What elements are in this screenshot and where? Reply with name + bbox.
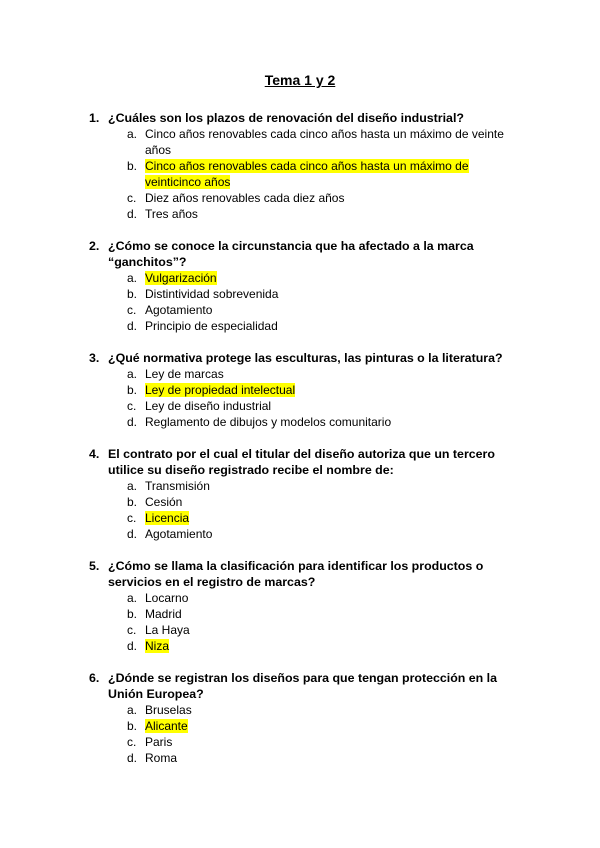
option-text-highlighted: Licencia xyxy=(145,511,190,525)
option-text: La Haya xyxy=(145,623,190,637)
option-a xyxy=(0,478,515,494)
option-letter: b. xyxy=(127,495,138,509)
question-text: ¿Cómo se conoce la circunstancia que ha afectado a la marca “ganchitos”? xyxy=(108,239,474,269)
option-d xyxy=(0,206,515,222)
option-b xyxy=(0,158,515,190)
option-d xyxy=(0,750,515,766)
option-list xyxy=(0,702,600,766)
option-text-highlighted: Vulgarización xyxy=(145,271,217,285)
question-number: 4. xyxy=(89,447,100,461)
option-text: Transmisión xyxy=(145,479,210,493)
option-b xyxy=(0,286,515,302)
option-text: Madrid xyxy=(145,607,182,621)
option-b xyxy=(0,494,515,510)
option-list xyxy=(0,478,600,542)
option-c xyxy=(0,734,515,750)
option-letter: d. xyxy=(127,751,138,765)
option-letter: d. xyxy=(127,415,138,429)
option-letter: b. xyxy=(127,719,138,733)
option-text: Bruselas xyxy=(145,703,192,717)
question-text: El contrato por el cual el titular del diseño autoriza que un tercero utilice su diseño registrado recibe el nombre de: xyxy=(108,447,495,477)
option-text-highlighted: Niza xyxy=(145,639,170,653)
option-text: Paris xyxy=(145,735,173,749)
option-text: Diez años renovables cada diez años xyxy=(145,191,345,205)
option-letter: c. xyxy=(127,623,137,637)
option-a xyxy=(0,366,515,382)
option-a xyxy=(0,590,515,606)
option-letter: c. xyxy=(127,303,137,317)
option-letter: a. xyxy=(127,479,138,493)
question-list xyxy=(0,110,600,782)
option-b xyxy=(0,606,515,622)
question-number: 5. xyxy=(89,559,100,573)
option-text: Reglamento de dibujos y modelos comunitario xyxy=(145,415,392,429)
question-1 xyxy=(0,110,600,222)
option-text-highlighted: Alicante xyxy=(145,719,188,733)
question-number: 6. xyxy=(89,671,100,685)
option-list xyxy=(0,270,600,334)
option-b xyxy=(0,718,515,734)
option-c xyxy=(0,302,515,318)
option-letter: b. xyxy=(127,607,138,621)
option-letter: d. xyxy=(127,207,138,221)
option-c xyxy=(0,510,515,526)
option-letter: a. xyxy=(127,591,138,605)
question-text: ¿Dónde se registran los diseños para que tengan protección en la Unión Europea? xyxy=(108,671,498,701)
question-2 xyxy=(0,238,600,334)
question-5 xyxy=(0,558,600,654)
option-text-highlighted: Cinco años renovables cada cinco años hasta un máximo de veinticinco años xyxy=(145,159,469,189)
option-d xyxy=(0,414,515,430)
option-letter: c. xyxy=(127,735,137,749)
option-text: Cesión xyxy=(145,495,183,509)
option-letter: c. xyxy=(127,399,137,413)
option-d xyxy=(0,638,515,654)
question-number: 3. xyxy=(89,351,100,365)
option-letter: d. xyxy=(127,319,138,333)
option-a xyxy=(0,126,515,158)
page-title: Tema 1 y 2 xyxy=(264,72,336,88)
option-text: Locarno xyxy=(145,591,189,605)
question-6 xyxy=(0,670,600,766)
option-letter: c. xyxy=(127,191,137,205)
option-letter: a. xyxy=(127,271,138,285)
option-b xyxy=(0,382,515,398)
option-list xyxy=(0,126,600,222)
question-number: 2. xyxy=(89,239,100,253)
question-text: ¿Cuáles son los plazos de renovación del diseño industrial? xyxy=(108,111,464,125)
question-4 xyxy=(0,446,600,542)
option-text-highlighted: Ley de propiedad intelectual xyxy=(145,383,296,397)
option-d xyxy=(0,318,515,334)
option-letter: b. xyxy=(127,287,138,301)
option-text: Ley de diseño industrial xyxy=(145,399,272,413)
question-number: 1. xyxy=(89,111,100,125)
question-3 xyxy=(0,350,600,430)
option-text: Agotamiento xyxy=(145,303,213,317)
option-letter: a. xyxy=(127,367,138,381)
option-text: Agotamiento xyxy=(145,527,213,541)
option-c xyxy=(0,622,515,638)
option-letter: b. xyxy=(127,159,138,173)
option-list xyxy=(0,366,600,430)
option-letter: a. xyxy=(127,127,138,141)
option-letter: b. xyxy=(127,383,138,397)
option-letter: c. xyxy=(127,511,137,525)
option-letter: d. xyxy=(127,639,138,653)
option-text: Ley de marcas xyxy=(145,367,224,381)
option-list xyxy=(0,590,600,654)
option-a xyxy=(0,702,515,718)
option-c xyxy=(0,398,515,414)
option-letter: d. xyxy=(127,527,138,541)
option-text: Roma xyxy=(145,751,178,765)
option-text: Tres años xyxy=(145,207,198,221)
option-letter: a. xyxy=(127,703,138,717)
option-text: Distintividad sobrevenida xyxy=(145,287,279,301)
option-text: Cinco años renovables cada cinco años hasta un máximo de veinte años xyxy=(145,127,504,157)
option-text: Principio de especialidad xyxy=(145,319,278,333)
question-text: ¿Qué normativa protege las esculturas, las pinturas o la literatura? xyxy=(108,351,503,365)
option-c xyxy=(0,190,515,206)
question-text: ¿Cómo se llama la clasificación para identificar los productos o servicios en el registro de marcas? xyxy=(108,559,484,589)
option-a xyxy=(0,270,515,286)
option-d xyxy=(0,526,515,542)
